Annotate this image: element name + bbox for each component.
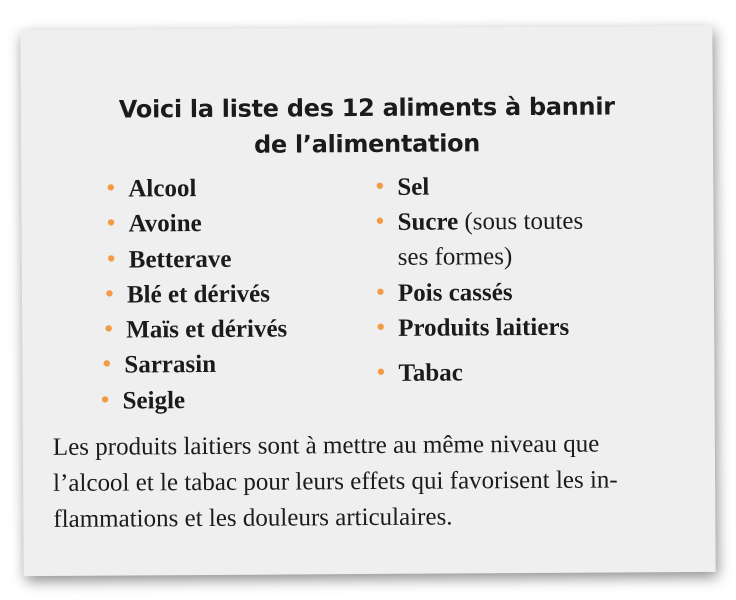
bullet-icon: • bbox=[373, 174, 387, 200]
note-line-2: l’alcool et le tabac pour leurs effets qui favorisent les in- bbox=[53, 466, 618, 497]
card-title bbox=[21, 88, 713, 164]
list-item-label: Pois cassés bbox=[397, 279, 513, 307]
right-food-list bbox=[373, 168, 693, 387]
note-line-3: flammations et les douleurs articulaires. bbox=[53, 503, 453, 533]
info-card bbox=[20, 26, 715, 576]
bullet-icon: • bbox=[373, 280, 388, 306]
bullet-icon: • bbox=[373, 209, 387, 235]
note-line-1: Les produits laitiers sont à mettre au même niveau que bbox=[52, 430, 600, 461]
list-item bbox=[100, 347, 216, 383]
list-item-label: Maïs et dérivés bbox=[126, 315, 288, 344]
list-item-detail-continued: ses formes) bbox=[397, 243, 513, 271]
bullet-icon: • bbox=[104, 211, 118, 237]
list-item-label: Avoine bbox=[128, 210, 202, 238]
list-item bbox=[104, 171, 196, 207]
list-item bbox=[104, 206, 201, 242]
list-item-label: Produits laitiers bbox=[398, 313, 570, 342]
bullet-icon: • bbox=[374, 315, 388, 341]
list-item-label: Seigle bbox=[122, 387, 186, 415]
card-title-line-1: Voici la liste des 12 aliments à bannir bbox=[118, 92, 615, 124]
list-item bbox=[374, 275, 513, 311]
list-item-label: Sucre bbox=[397, 208, 459, 236]
list-item bbox=[374, 310, 569, 346]
list-item bbox=[102, 311, 287, 347]
bullet-icon: • bbox=[104, 176, 118, 202]
bullet-icon: • bbox=[104, 247, 118, 273]
list-item bbox=[98, 383, 185, 419]
bullet-icon: • bbox=[102, 317, 116, 343]
list-item-label: Blé et dérivés bbox=[126, 280, 271, 309]
list-item-detail: (sous toutes bbox=[458, 207, 584, 236]
list-item bbox=[374, 355, 463, 391]
note-paragraph bbox=[53, 426, 692, 538]
bullet-icon: • bbox=[98, 388, 112, 414]
bullet-icon: • bbox=[374, 360, 388, 386]
list-item-label: Sarrasin bbox=[124, 350, 217, 379]
list-item-label: Tabac bbox=[398, 359, 463, 387]
card-title-line-2: de l’alimentation bbox=[253, 129, 481, 159]
list-item bbox=[373, 170, 429, 205]
bullet-icon: • bbox=[100, 352, 114, 378]
bullet-icon: • bbox=[102, 282, 117, 308]
list-item-label: Alcool bbox=[128, 175, 197, 203]
list-item bbox=[373, 204, 583, 275]
list-item-label: Sel bbox=[397, 173, 430, 201]
left-food-list bbox=[98, 170, 384, 415]
list-item-label: Betterave bbox=[128, 245, 232, 274]
list-item bbox=[105, 242, 232, 278]
list-item bbox=[103, 277, 270, 313]
